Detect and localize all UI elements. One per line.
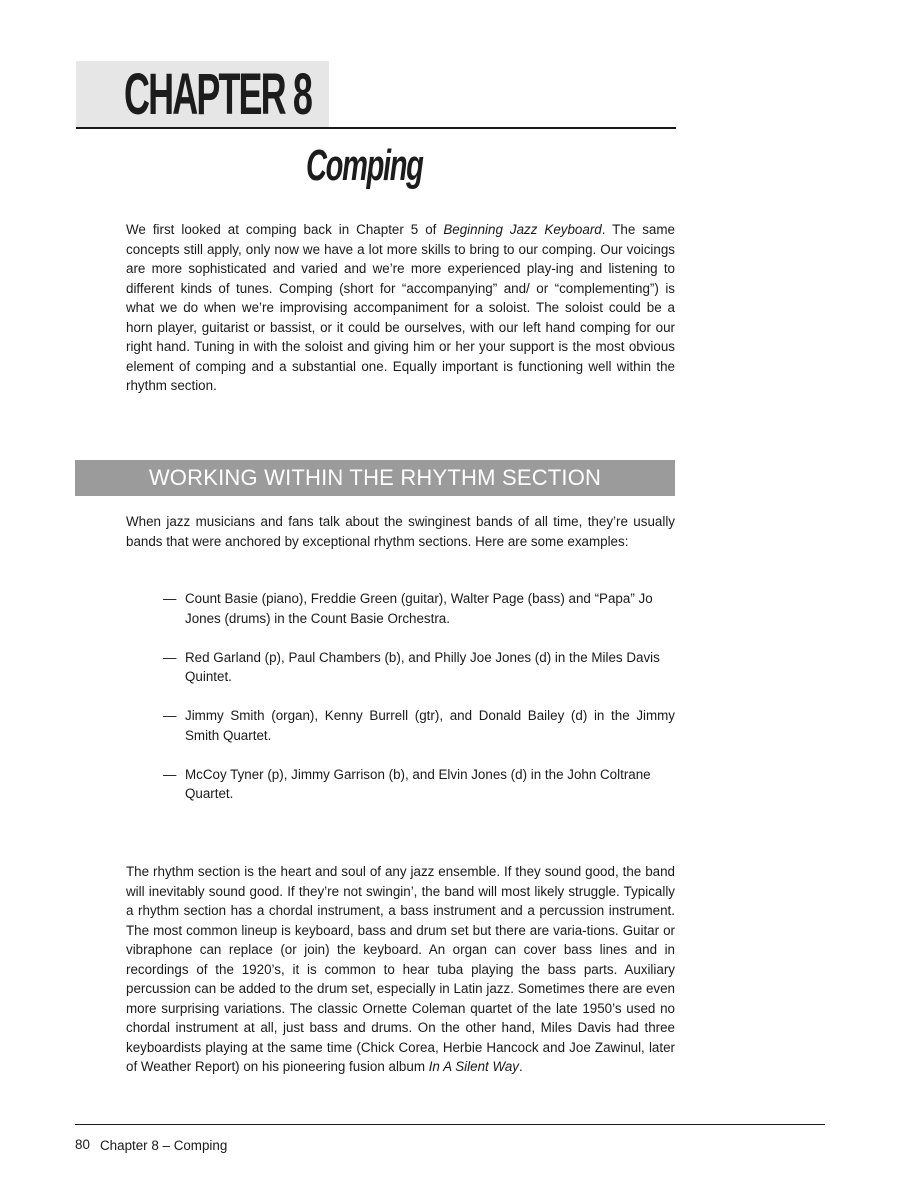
running-footer-title: Chapter 8 – Comping [100, 1138, 228, 1153]
list-item-text: Count Basie (piano), Freddie Green (guitar), Walter Page (bass) and “Papa” Jo Jones (drums) in the Count Basie Orchestra. [185, 591, 653, 626]
section-lead-paragraph: When jazz musicians and fans talk about the swinginest bands of all time, they’re usually bands that were anchored by exceptional rhythm sections. Here are some examples: [126, 514, 675, 549]
em-dash-bullet: — [163, 708, 177, 723]
list-item [163, 765, 675, 804]
album-title: In A Silent Way [428, 1059, 520, 1074]
chapter-label: CHAPTER 8 [124, 62, 312, 127]
em-dash-bullet: — [163, 649, 177, 665]
rhythm-section-paragraph [126, 862, 675, 1077]
book-title: Beginning Jazz Keyboard [443, 222, 602, 237]
list-item [163, 648, 675, 687]
list-item [163, 589, 675, 628]
chapter-title: Comping [306, 141, 423, 190]
section-heading: WORKING WITHIN THE RHYTHM SECTION [75, 460, 675, 496]
list-item-text: McCoy Tyner (p), Jimmy Garrison (b), and Elvin Jones (d) in the John Coltrane Quartet. [185, 766, 651, 801]
footer-rule [75, 1124, 825, 1125]
list-item-text: Jimmy Smith (organ), Kenny Burrell (gtr), and Donald Bailey (d) in the Jimmy Smith Quartet. [185, 708, 675, 743]
body-text: The rhythm section is the heart and soul of any jazz ensemble. If they sound good, the band will inevitably sound good. If they’re not swingin’, the band will most likely struggle. Typically a rhythm section has a chordal instrument, a bass instrument and a percussion instrument. The most common lineup is keyboard, bass and drum set but there are varia-tions. Guitar or vibraphone can replace (or join) the keyboard. An organ can cover bass lines and in recordings of the 1920’s, it is common to hear tuba playing the bass parts. Auxiliary percussion can be added to the drum set, especially in Latin jazz. Sometimes there are even more surprising variations. The classic Ornette Coleman quartet of the late 1950’s used no chordal instrument at all, just bass and drums. On the other hand, Miles Davis had three keyboardists playing at the same time (Chick Corea, Herbie Hancock and Joe Zawinul, later of Weather Report) on his pioneering fusion album [126, 864, 675, 1074]
body-text-end: . [519, 1059, 523, 1074]
intro-text-start: We first looked at comping back in Chapter 5 of [126, 222, 444, 237]
em-dash-bullet: — [163, 766, 177, 782]
em-dash-bullet: — [163, 591, 177, 606]
intro-text-rest: . The same concepts still apply, only now we have a lot more skills to bring to our comping. Our voicings are more sophisticated and varied and we’re more experienced play-ing and listening to different kinds of tunes. Comping (short for “accompanying” and/ or “complementing”) is what we do when we’re improvising accompaniment for a soloist. The soloist could be a horn player, guitarist or bassist, or it could be ourselves, with our left hand comping for our right hand. Tuning in with the soloist and giving him or her your support is the most obvious element of comping and a substantial one. Equally important is functioning well within the rhythm section. [126, 222, 675, 393]
list-item [163, 706, 675, 745]
page-number: 80 [75, 1137, 90, 1152]
list-item-text: Red Garland (p), Paul Chambers (b), and Philly Joe Jones (d) in the Miles Davis Quintet. [185, 649, 660, 684]
intro-paragraph [126, 220, 675, 396]
rhythm-sections-list [163, 589, 675, 823]
chapter-header-rule [76, 127, 676, 129]
